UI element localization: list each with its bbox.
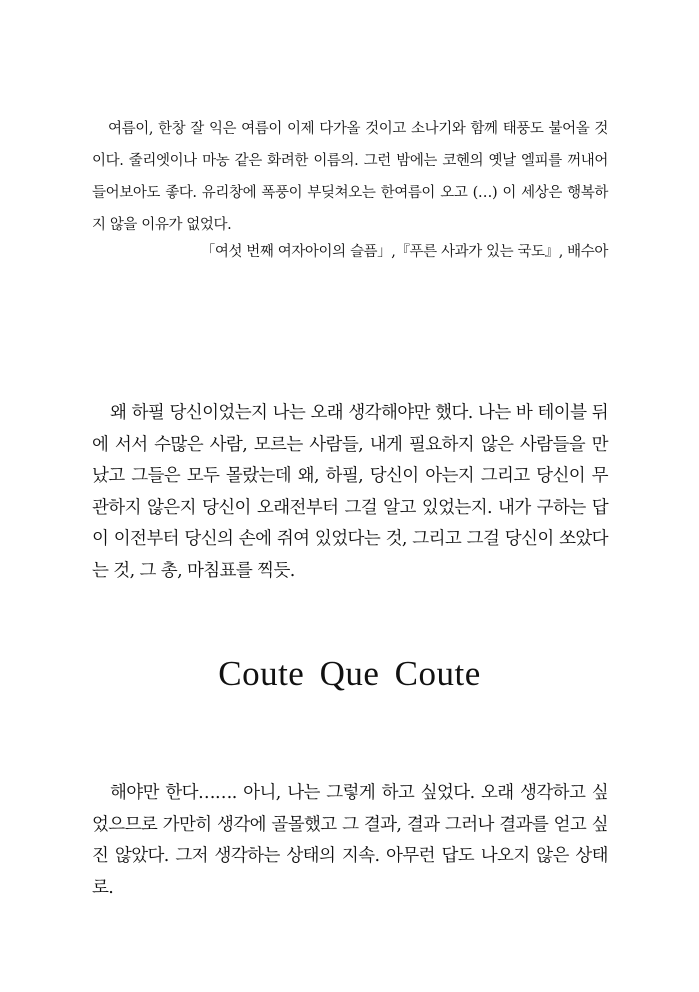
section-title: Coute Que Coute: [218, 654, 481, 693]
body-paragraph-2: 해야만 한다……. 아니, 나는 그렇게 하고 싶었다. 오래 생각하고 싶었으므로 가만히 생각에 골몰했고 그 결과, 결과 그러나 결과를 얻고 싶진 않았다. 그저 생각하는 상태의 지속. 아무런 답도 나오지 않은 상태로.: [92, 783, 608, 898]
epigraph-text: 여름이, 한창 잘 익은 여름이 이제 다가올 것이고 소나기와 함께 태풍도 불어올 것이다. 줄리엣이나 마농 같은 화려한 이름의. 그런 밤에는 코헨의 옛날 엘피를 꺼내어 들어보아도 좋다. 유리창에 폭풍이 부딪쳐오는 한여름이 오고 (…) 이 세상은 행복하지 않을 이유가 없었다.: [92, 121, 608, 233]
epigraph-citation: 「여섯 번째 여자아이의 슬픔」,『푸른 사과가 있는 국도』, 배수아: [200, 244, 608, 260]
body-paragraph-1: 왜 하필 당신이었는지 나는 오래 생각해야만 했다. 나는 바 테이블 뒤에 서서 수많은 사람, 모르는 사람들, 내게 필요하지 않은 사람들을 만났고 그들은 모두 몰랐는데 왜, 하필, 당신이 아는지 그리고 당신이 무관하지 않은지 당신이 오래전부터 그걸 알고 있었는지. 내가 구하는 답이 이전부터 당신의 손에 쥐여 있었다는 것, 그리고 그걸 당신이 쏘았다는 것, 그 총, 마침표를 찍듯.: [92, 403, 608, 581]
epigraph-block: [92, 113, 608, 241]
